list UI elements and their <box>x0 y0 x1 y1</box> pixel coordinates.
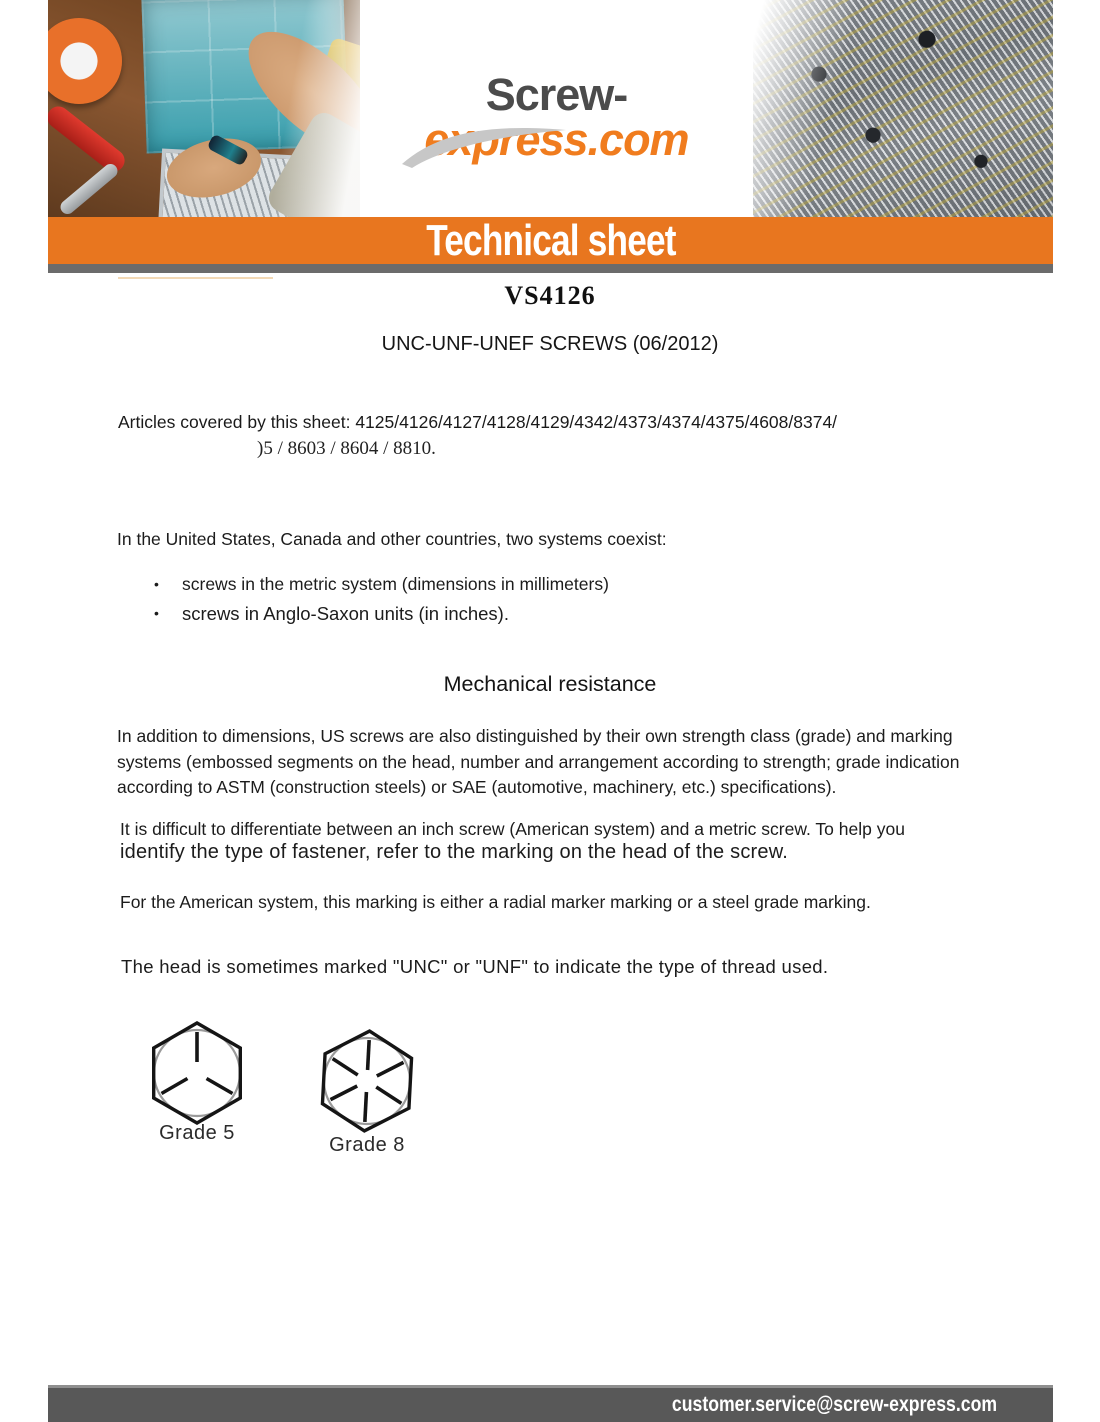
intro-text: In the United States, Canada and other countries, two systems coexist: <box>117 529 667 549</box>
screw-organizer-box <box>141 0 348 153</box>
drill <box>305 37 360 139</box>
paragraph-differentiate-line1: It is difficult to differentiate between an inch screw (American system) and a metric screw. To help you <box>120 819 905 839</box>
logo-part-orange: express.com <box>424 114 689 165</box>
sleeve <box>264 108 360 218</box>
footer-bar <box>48 1385 1053 1422</box>
section-heading: Mechanical resistance <box>443 672 657 696</box>
grade-5-bolt-head-diagram <box>142 1018 252 1128</box>
paragraph-american-system: For the American system, this marking is either a radial marker marking or a steel grade marking. <box>120 892 871 912</box>
paragraph-strength-class <box>117 724 1017 801</box>
document-code: VS4126 <box>504 281 596 310</box>
logo <box>360 0 753 218</box>
customer-service-email: customer.service@screw-express.com <box>671 1393 997 1416</box>
systems-bullet-list <box>150 574 609 633</box>
wrench <box>58 161 121 217</box>
articles-covered-line2: )5 / 8603 / 8604 / 8810. <box>257 438 436 459</box>
bullet-anglo-saxon-units: • screws in Anglo-Saxon units (in inches). <box>150 603 609 625</box>
hand <box>229 11 360 173</box>
paragraph-line: according to ASTM (construction steels) or SAE (automotive, machinery, etc.) specifications). <box>117 777 837 797</box>
document-title: UNC-UNF-UNEF SCREWS (06/2012) <box>381 333 719 355</box>
logo-part-gray: Screw- <box>485 69 628 120</box>
paragraph-head-marking: The head is sometimes marked "UNC" or "UNF" to indicate the type of thread used. <box>121 956 829 977</box>
accent-line <box>118 277 273 279</box>
grade-8-bolt-head-diagram <box>309 1023 425 1139</box>
logo-swoosh-icon <box>394 118 574 170</box>
bullet-metric-system: • screws in the metric system (dimensions in millimeters) <box>150 574 609 595</box>
workbench-photo <box>48 0 360 218</box>
articles-covered-line1: Articles covered by this sheet: 4125/4126/4127/4128/4129/4342/4373/4374/4375/4608/8374/ <box>118 412 838 432</box>
grade-8-label: Grade 8 <box>329 1134 405 1156</box>
technical-sheet-banner <box>48 217 1053 264</box>
screwdriver <box>48 102 129 176</box>
banner-title: Technical sheet <box>425 215 676 265</box>
tape-measure <box>48 18 122 104</box>
divider-strip <box>48 264 1053 273</box>
grade-5-label: Grade 5 <box>159 1122 235 1144</box>
paragraph-differentiate-line2: identify the type of fastener, refer to the marking on the head of the screw. <box>120 841 789 863</box>
paragraph-line: In addition to dimensions, US screws are also distinguished by their own strength class (grade) and marking <box>117 726 953 746</box>
screws-pile-photo <box>753 0 1053 218</box>
hand <box>161 129 268 207</box>
screw-tray <box>158 148 300 218</box>
paragraph-line: systems (embossed segments on the head, number and arrangement according to strength; grade indication <box>117 751 960 772</box>
screwdriver-bit <box>207 134 250 167</box>
